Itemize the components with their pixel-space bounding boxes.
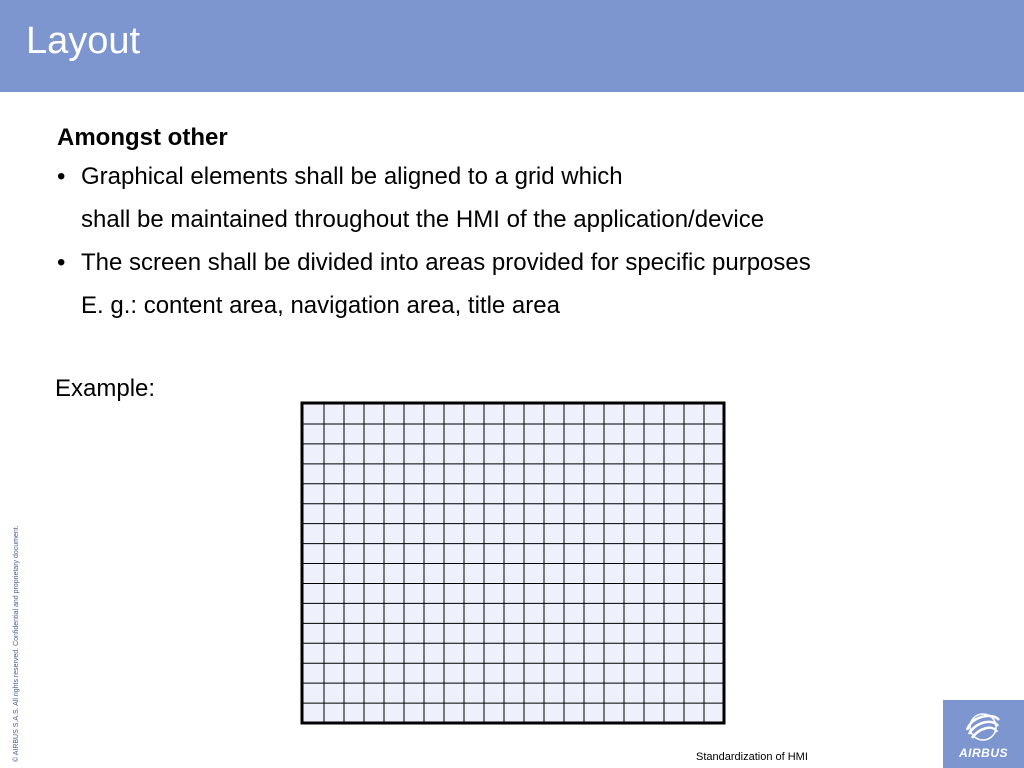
example-grid: [300, 401, 726, 730]
grid-background: [302, 403, 724, 723]
airbus-logo: [943, 700, 1024, 768]
airbus-swirl-icon: [963, 710, 1003, 744]
slide-title: Layout: [26, 20, 141, 62]
bullet-continuation: shall be maintained throughout the HMI of the application/device: [81, 206, 765, 233]
logo-text: AIRBUS: [958, 746, 1008, 760]
section-heading: Amongst other: [57, 124, 228, 151]
grid-diagram: [300, 401, 726, 725]
example-label: Example:: [55, 375, 156, 402]
bullet-dot: •: [57, 249, 66, 276]
content-area: [57, 126, 977, 337]
bullet-text: The screen shall be divided into areas provided for specific purposes: [81, 249, 811, 276]
bullet-continuation: E. g.: content area, navigation area, title area: [81, 292, 560, 319]
bullet-text: Graphical elements shall be aligned to a grid which: [81, 163, 623, 190]
title-bar: [0, 0, 1024, 92]
bullet-item: [57, 251, 977, 318]
bullet-item: [57, 165, 977, 232]
bullet-dot: •: [57, 163, 66, 190]
bullet-list: [57, 165, 977, 318]
presentation-title: Standardization of HMI: [696, 751, 808, 763]
copyright-note: © AIRBUS S.A.S. All rights reserved. Confidential and proprietary document.: [13, 525, 20, 762]
